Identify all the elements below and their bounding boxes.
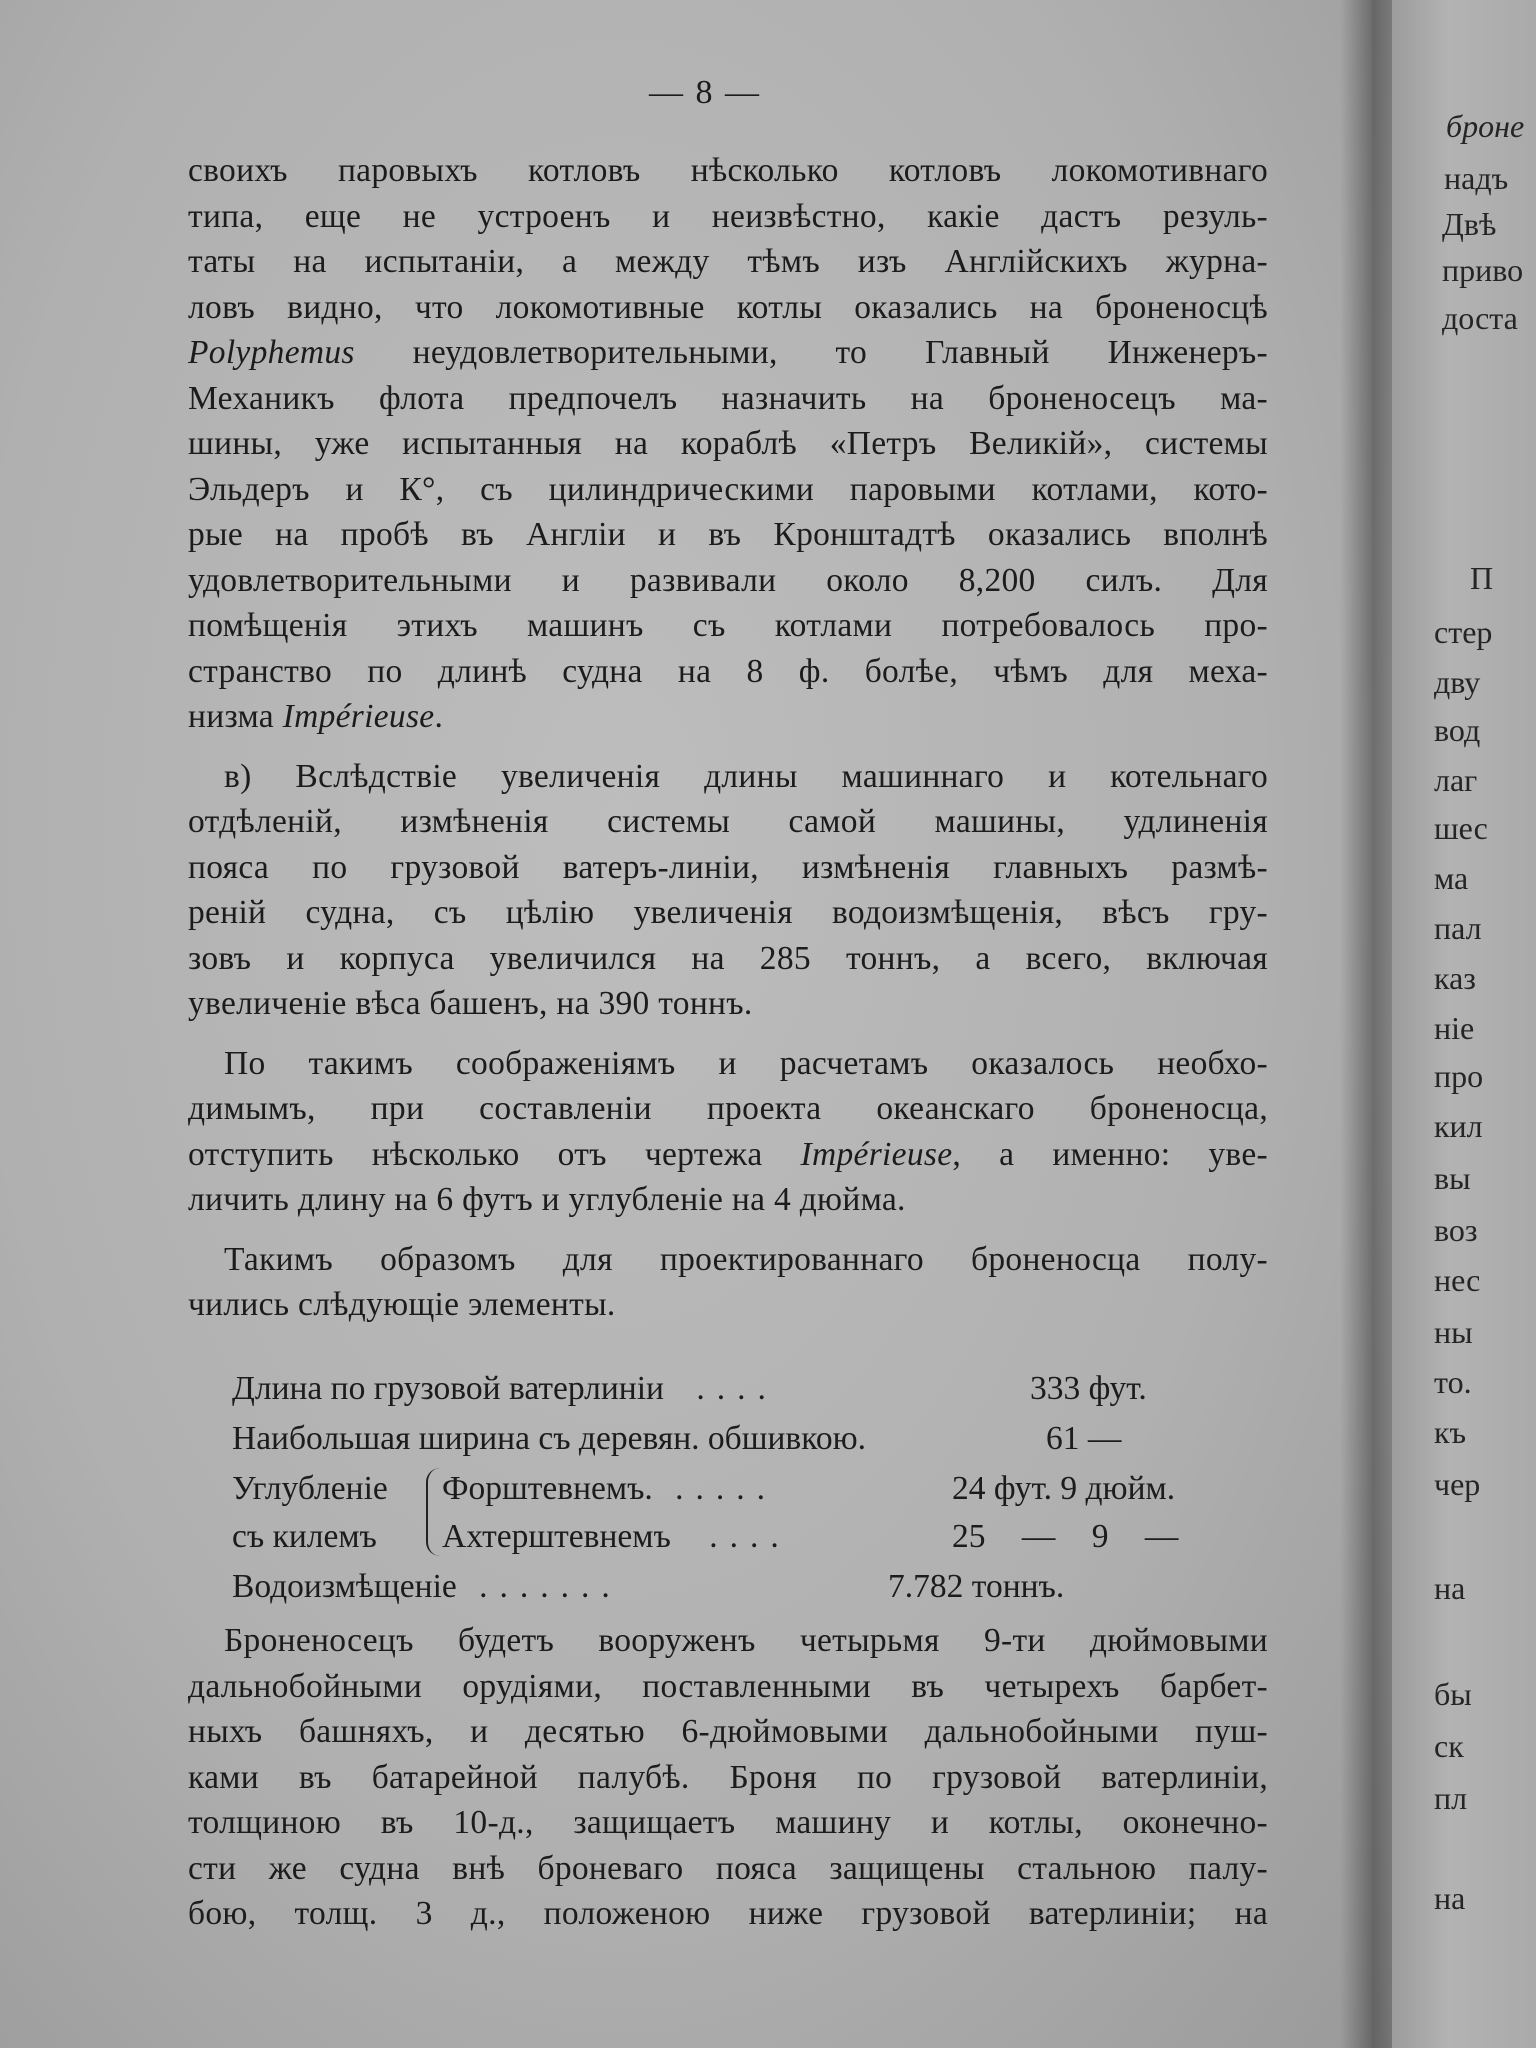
book-gutter (1340, 0, 1400, 2048)
right-page-fragment: доста (1442, 300, 1518, 336)
text-line: отдѣленій, измѣненія системы самой машины, удлиненія (188, 803, 1268, 840)
right-page-fragment: надъ (1444, 160, 1509, 196)
text-line: удовлетворительными и развивали около 8,200 силъ. Для (188, 561, 1268, 599)
spec-label: Форштевнемъ. (442, 1470, 653, 1507)
main-text (188, 148, 1268, 1328)
text-line: шины, уже испытанныя на кораблѣ «Петръ Великій», системы (188, 425, 1268, 462)
right-page-fragment: чер (1434, 1466, 1481, 1502)
right-page-fragment: пл (1434, 1780, 1468, 1816)
right-page-fragment: Двѣ (1442, 206, 1497, 242)
right-page-fragment: къ (1434, 1414, 1467, 1450)
text-line: пояса по грузовой ватеръ-линіи, измѣненія главныхъ размѣ- (188, 848, 1268, 886)
text-line: рые на пробѣ въ Англіи и въ Кронштадтѣ оказались вполнѣ (188, 516, 1268, 553)
text-line: в) Вслѣдствіе увеличенія длины машиннаго и котельнаго (224, 757, 1268, 795)
text-line: сти же судна внѣ броневаго пояса защищены стальною палу- (188, 1849, 1268, 1887)
page-number: — 8 — (649, 74, 761, 111)
right-page-fragment: вы (1434, 1160, 1471, 1196)
text-line: чились слѣдующіе элементы. (188, 1286, 616, 1323)
right-page-fragment: П (1470, 560, 1494, 596)
text-line: странство по длинѣ судна на 8 ф. болѣе, чѣмъ для меха- (188, 652, 1268, 690)
spec-label: Водоизмѣщеніе (232, 1568, 457, 1605)
text-line: ловъ видно, что локомотивные котлы оказались на броненосцѣ (188, 288, 1268, 326)
leader-dots: .... (696, 1370, 778, 1407)
text-line: помѣщенія этихъ машинъ съ котлами потребовалось про- (188, 607, 1268, 644)
text-line: личить длину на 6 футъ и углубленіе на 4 дюйма. (188, 1181, 906, 1218)
text-line: зовъ и корпуса увеличился на 285 тоннъ, а всего, включая (188, 939, 1268, 977)
text-line: таты на испытаніи, а между тѣмъ изъ Англійскихъ журна- (188, 243, 1268, 280)
leader-dots: ..... (675, 1470, 778, 1507)
text-line: дальнобойными орудіями, поставленными въ четырехъ барбет- (188, 1667, 1268, 1705)
right-page-fragment: ны (1434, 1314, 1473, 1350)
text-line: Механикъ флота предпочелъ назначить на броненосецъ ма- (188, 379, 1268, 417)
right-page-fragment: пал (1434, 910, 1482, 946)
text-line: ныхъ башняхъ, и десятью 6-дюймовыми дальнобойными пуш- (188, 1713, 1268, 1750)
text-line: Polyphemus неудовлетворительными, то Главный Инженеръ- (188, 334, 1268, 371)
text-line: реній судна, съ цѣлію увеличенія водоизмѣщенія, вѣсъ гру- (188, 894, 1268, 931)
right-page-fragment: шес (1434, 810, 1488, 846)
right-page (1392, 0, 1536, 2048)
curly-brace (426, 1468, 442, 1556)
spec-length-value: 333 фут. (1030, 1370, 1147, 1407)
spec-aft (442, 1518, 791, 1556)
text-line: своихъ паровыхъ котловъ нѣсколько котловъ локомотивнаго (188, 152, 1268, 189)
text-line: толщиною въ 10-д., защищаетъ машину и котлы, оконечно- (188, 1804, 1268, 1841)
spec-fore-value: 24 фут. 9 дюйм. (952, 1470, 1176, 1507)
right-page-fragment: вод (1434, 712, 1481, 748)
text-line: бою, толщ. 3 д., положеною ниже грузовой ватерлиніи; на (188, 1895, 1268, 1932)
spec-label: Ахтерштевнемъ (442, 1518, 671, 1555)
right-page-fragment: то. (1434, 1364, 1472, 1400)
right-page-fragment: про (1434, 1058, 1484, 1094)
text-line: Такимъ образомъ для проектированнаго броненосца полу- (224, 1240, 1268, 1278)
text-line: ками въ батарейной палубѣ. Броня по грузовой ватерлиніи, (188, 1758, 1268, 1796)
text-line: Эльдеръ и К°, съ цилиндрическими паровыми котлами, кото- (188, 470, 1268, 508)
right-page-fragment: на (1434, 1570, 1466, 1606)
right-page-fragment: кил (1434, 1108, 1483, 1144)
right-page-fragment: приво (1442, 252, 1524, 288)
spec-label: Длина по грузовой ватерлиніи (232, 1370, 664, 1407)
right-page-fragment: нес (1434, 1262, 1481, 1298)
text-line: типа, еще не устроенъ и неизвѣстно, какіе дастъ резуль- (188, 197, 1268, 235)
right-page-fragment: на (1434, 1880, 1466, 1916)
right-page-fragment: броне (1446, 108, 1525, 144)
right-page-fragment: дву (1434, 664, 1481, 700)
right-page-fragment: ск (1434, 1728, 1464, 1764)
right-page-fragment: лаг (1434, 762, 1478, 798)
text-line: низма Impérieuse. (188, 698, 444, 735)
right-page-fragment: ма (1434, 860, 1469, 896)
right-page-fragment: бы (1434, 1676, 1472, 1712)
text-line: димымъ, при составленіи проекта океанскаго броненосца, (188, 1090, 1268, 1127)
spec-beam-value: 61 — (1046, 1420, 1122, 1457)
spec-draft-label: Углубленіе (232, 1470, 388, 1507)
right-page-fragment: стер (1434, 614, 1493, 650)
spec-displacement-value: 7.782 тоннъ. (888, 1568, 1065, 1605)
right-page-fragment: каз (1434, 960, 1476, 996)
text-line: По такимъ соображеніямъ и расчетамъ оказалось необхо- (224, 1044, 1268, 1082)
spec-length (232, 1370, 778, 1408)
spec-aft-value: 25 — 9 — (952, 1518, 1179, 1555)
spec-displacement (232, 1568, 622, 1606)
leader-dots: .... (709, 1518, 791, 1555)
leader-dots: ....... (479, 1568, 622, 1605)
text-line: Броненосецъ будетъ вооруженъ четырьмя 9-ти дюймовыми (224, 1622, 1268, 1659)
right-page-fragment: воз (1434, 1212, 1478, 1248)
text-line: отступить нѣсколько отъ чертежа Impérieuse, а именно: уве- (188, 1135, 1268, 1173)
spec-beam: Наибольшая ширина съ деревян. обшивкою. (232, 1420, 866, 1457)
spec-draft-label: съ килемъ (232, 1518, 377, 1555)
text-line: увеличеніе вѣса башенъ, на 390 тоннъ. (188, 985, 753, 1022)
right-page-fragment: ніе (1434, 1010, 1475, 1046)
main-text-continued (188, 1618, 1268, 1937)
spec-fore (442, 1470, 777, 1508)
